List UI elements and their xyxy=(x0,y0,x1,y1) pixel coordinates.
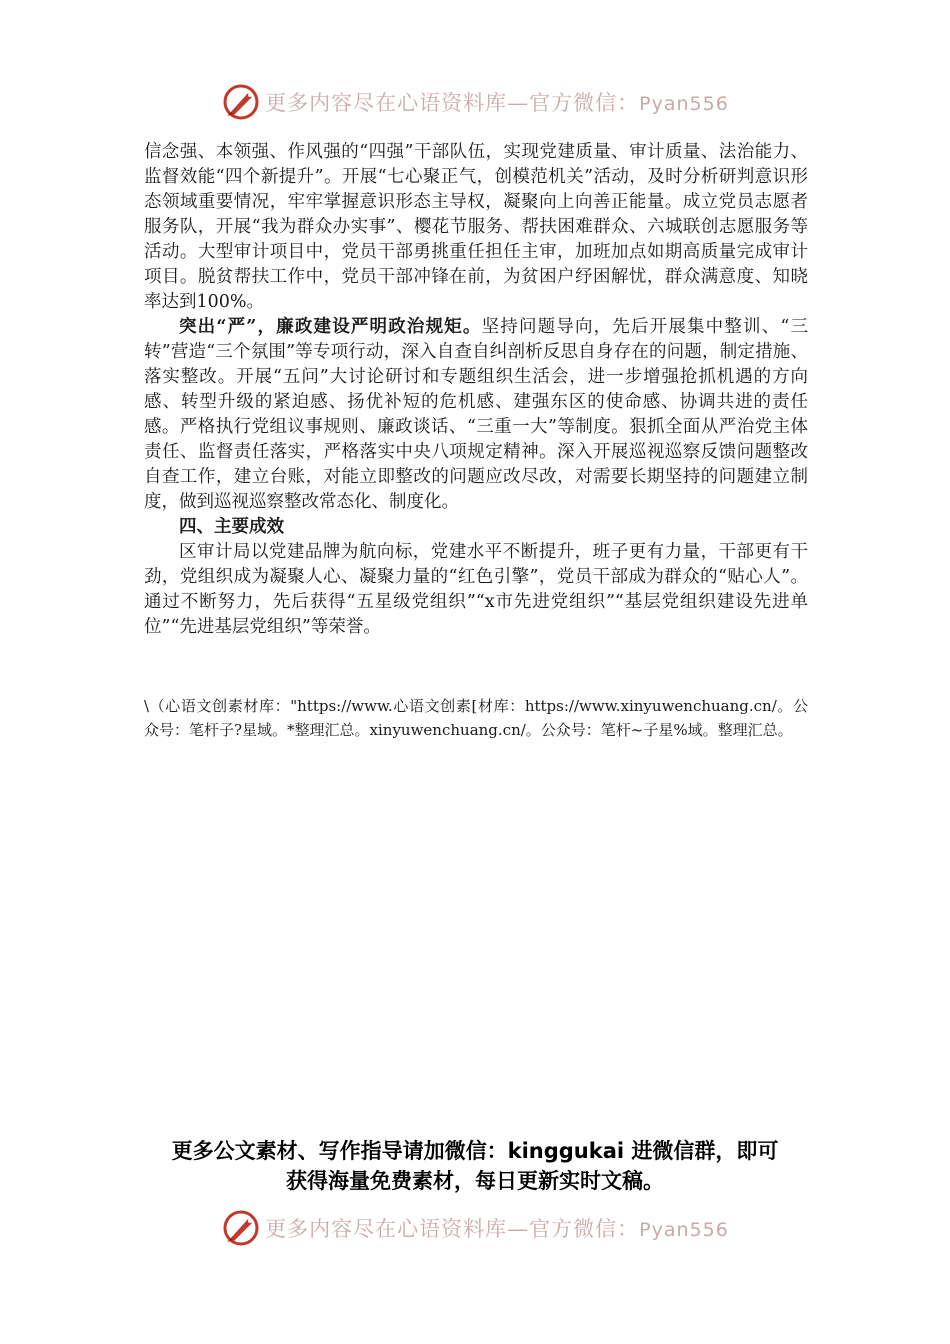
footer-banner xyxy=(0,1206,950,1250)
paragraph-2-text: 坚持问题导向，先后开展集中整训、“三转”营造“三个氛围”等专项行动，深入自查自纠剖析反思自身存在的问题，制定措施、落实整改。开展“五问”大讨论研讨和专题组织生活会，进一步增强抢抓机遇的方向感、转型升级的紧迫感、扬优补短的危机感、建强东区的使命感、协调共进的责任感。严格执行党组议事规则、廉政谈话、“三重一大”等制度。狠抓全面从严治党主体责任、监督责任落实，严格落实中央八项规定精神。深入开展巡视巡察反馈问题整改自查工作，建立台账，对能立即整改的问题应改尽改，对需要长期坚持的问题建立制度，做到巡视巡察整改常态化、制度化。 xyxy=(144,317,808,512)
paragraph-3: 区审计局以党建品牌为航向标，党建水平不断提升，班子更有力量，干部更有干劲，党组织成为凝聚人心、凝聚力量的“红色引擎”，党员干部成为群众的“贴心人”。通过不断努力，先后获得“五星级党组织”“x市先进党组织”“基层党组织建设先进单位”“先进基层党组织”等荣誉。 xyxy=(144,542,808,637)
promo-block xyxy=(0,1136,950,1196)
promo-line-1: 更多公文素材、写作指导请加微信：kinggukai 进微信群，即可 xyxy=(171,1139,779,1163)
pen-nib-logo-icon xyxy=(221,1208,261,1248)
source-note: \（心语文创素材库："https://www.心语文创素[材库：https://www.xinyuwenchuang.cn/。公众号：笔杆子?星域。*整理汇总。xinyuwenchuang.cn/。公众号：笔杆~子星%域。整理汇总。 xyxy=(144,697,808,739)
paragraph-1: 信念强、本领强、作风强的“四强”干部队伍，实现党建质量、审计质量、法治能力、监督效能“四个新提升”。开展“七心聚正气，创模范机关”活动，及时分析研判意识形态领域重要情况，牢牢掌握意识形态主导权，凝聚向上向善正能量。成立党员志愿者服务队，开展“我为群众办实事”、樱花节服务、帮扶困难群众、六城联创志愿服务等活动。大型审计项目中，党员干部勇挑重任担任主审，加班加点如期高质量完成审计项目。脱贫帮扶工作中，党员干部冲锋在前，为贫困户纾困解忧，群众满意度、知晓率达到100%。 xyxy=(144,142,808,312)
header-banner xyxy=(0,80,950,124)
promo-line-2: 获得海量免费素材，每日更新实时文稿。 xyxy=(286,1169,664,1193)
pen-nib-logo-icon xyxy=(221,82,261,122)
paragraph-2 xyxy=(144,315,808,515)
banner-text: 更多内容尽在心语资料库—官方微信：Pyan556 xyxy=(265,91,729,115)
document-body xyxy=(144,140,808,640)
paragraph-2-heading: 突出“严”，廉政建设严明政治规矩。 xyxy=(179,317,482,337)
banner-text: 更多内容尽在心语资料库—官方微信：Pyan556 xyxy=(265,1217,729,1241)
section-4-heading: 四、主要成效 xyxy=(179,517,284,537)
